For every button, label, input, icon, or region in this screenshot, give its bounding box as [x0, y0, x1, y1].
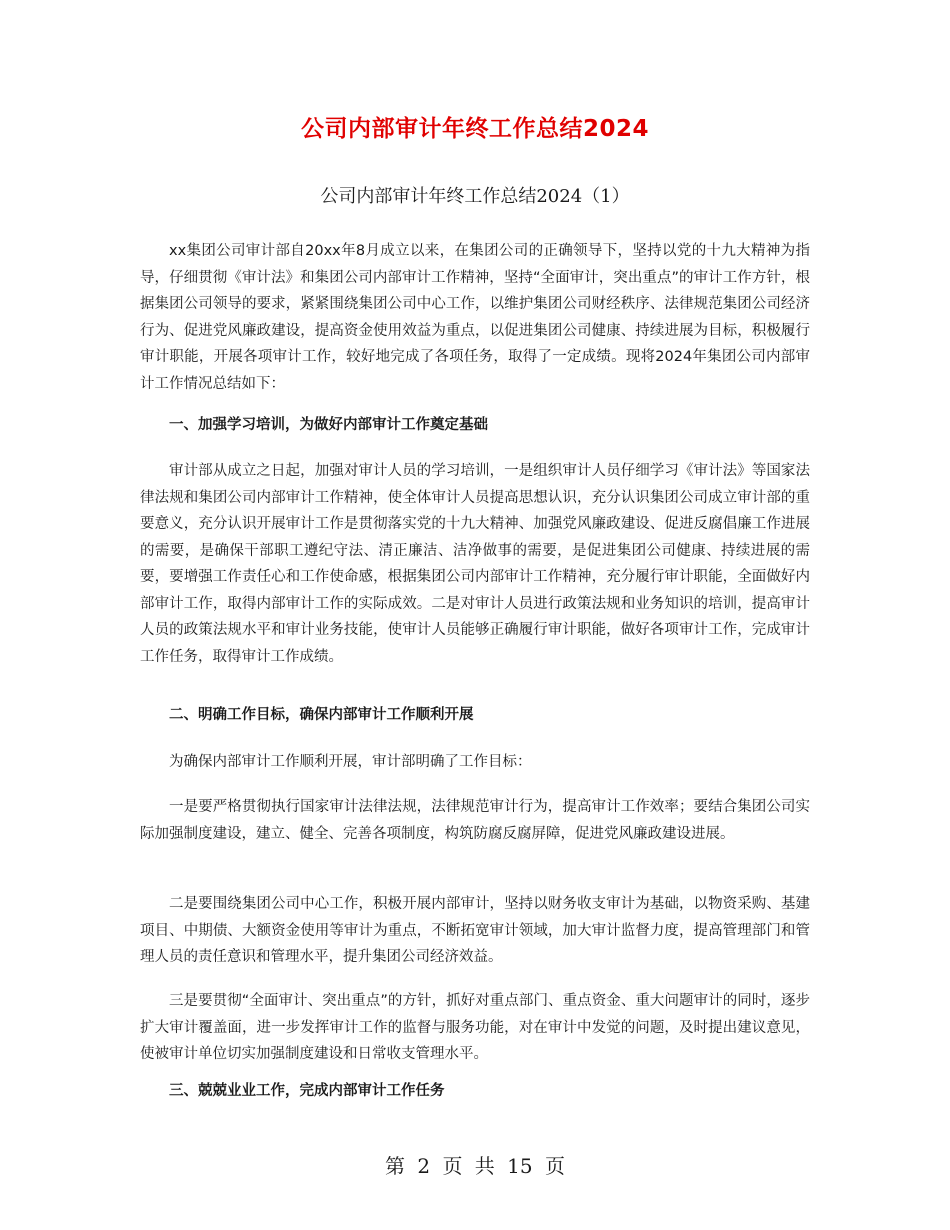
goal-2-paragraph: 二是要围绕集团公司中心工作，积极开展内部审计，坚持以财务收支审计为基础，以物资采购、基建项目、中期债、大额资金使用等审计为重点，不断拓宽审计领域，加大审计监督力度，提高管理部门和管理人员的责任意识和管理水平，提升集团公司经济效益。 [140, 896, 810, 965]
section-1-paragraph: 审计部从成立之日起，加强对审计人员的学习培训，一是组织审计人员仔细学习《审计法》等国家法律法规和集团公司内部审计工作精神，使全体审计人员提高思想认识，充分认识集团公司成立审计部的重要意义，充分认识开展审计工作是贯彻落实党的十九大精神、加强党风廉政建设、促进反腐倡廉工作进展的需要，是确保干部职工遵纪守法、清正廉洁、洁净做事的需要，是促进集团公司健康、持续进展的需要，要增强工作责任心和工作使命感，根据集团公司内部审计工作精神，充分履行审计职能，全面做好内部审计工作，取得内部审计工作的实际成效。二是对审计人员进行政策法规和业务知识的培训，提高审计人员的政策法规水平和审计业务技能，使审计人员能够正确履行审计职能，做好各项审计工作，完成审计工作任务，取得审计工作成绩。 [140, 463, 810, 665]
document-subtitle: 公司内部审计年终工作总结2024（1） [320, 186, 630, 207]
section-heading-3: 三、兢兢业业工作，完成内部审计工作任务 [169, 1083, 445, 1099]
document-title: 公司内部审计年终工作总结2024 [300, 116, 649, 142]
page-number-footer: 第 2 页 共 15 页 [385, 1154, 565, 1178]
goal-1-paragraph: 一是要严格贯彻执行国家审计法律法规，法律规范审计行为，提高审计工作效率；要结合集团公司实际加强制度建设，建立、健全、完善各项制度，构筑防腐反腐屏障，促进党风廉政建设进展。 [140, 799, 810, 842]
section-2-intro: 为确保内部审计工作顺利开展，审计部明确了工作目标： [169, 754, 532, 770]
goal-3-paragraph: 三是要贯彻“全面审计、突出重点”的方针，抓好对重点部门、重点资金、重大问题审计的同时，逐步扩大审计覆盖面，进一步发挥审计工作的监督与服务功能，对在审计中发觉的问题，及时提出建议意见，使被审计单位切实加强制度建设和日常收支管理水平。 [140, 993, 810, 1062]
intro-paragraph: xx集团公司审计部自20xx年8月成立以来，在集团公司的正确领导下，坚持以党的十九大精神为指导，仔细贯彻《审计法》和集团公司内部审计工作精神，坚持“全面审计，突出重点”的审计工作方针，根据集团公司领导的要求，紧紧围绕集团公司中心工作，以维护集团公司财经秩序、法律规范集团公司经济行为、促进党风廉政建设，提高资金使用效益为重点，以促进集团公司健康、持续进展为目标，积极履行审计职能，开展各项审计工作，较好地完成了各项任务，取得了一定成绩。现将2024年集团公司内部审计工作情况总结如下： [140, 243, 810, 392]
section-heading-1: 一、加强学习培训，为做好内部审计工作奠定基础 [169, 417, 488, 433]
section-heading-2: 二、明确工作目标，确保内部审计工作顺利开展 [169, 707, 474, 723]
